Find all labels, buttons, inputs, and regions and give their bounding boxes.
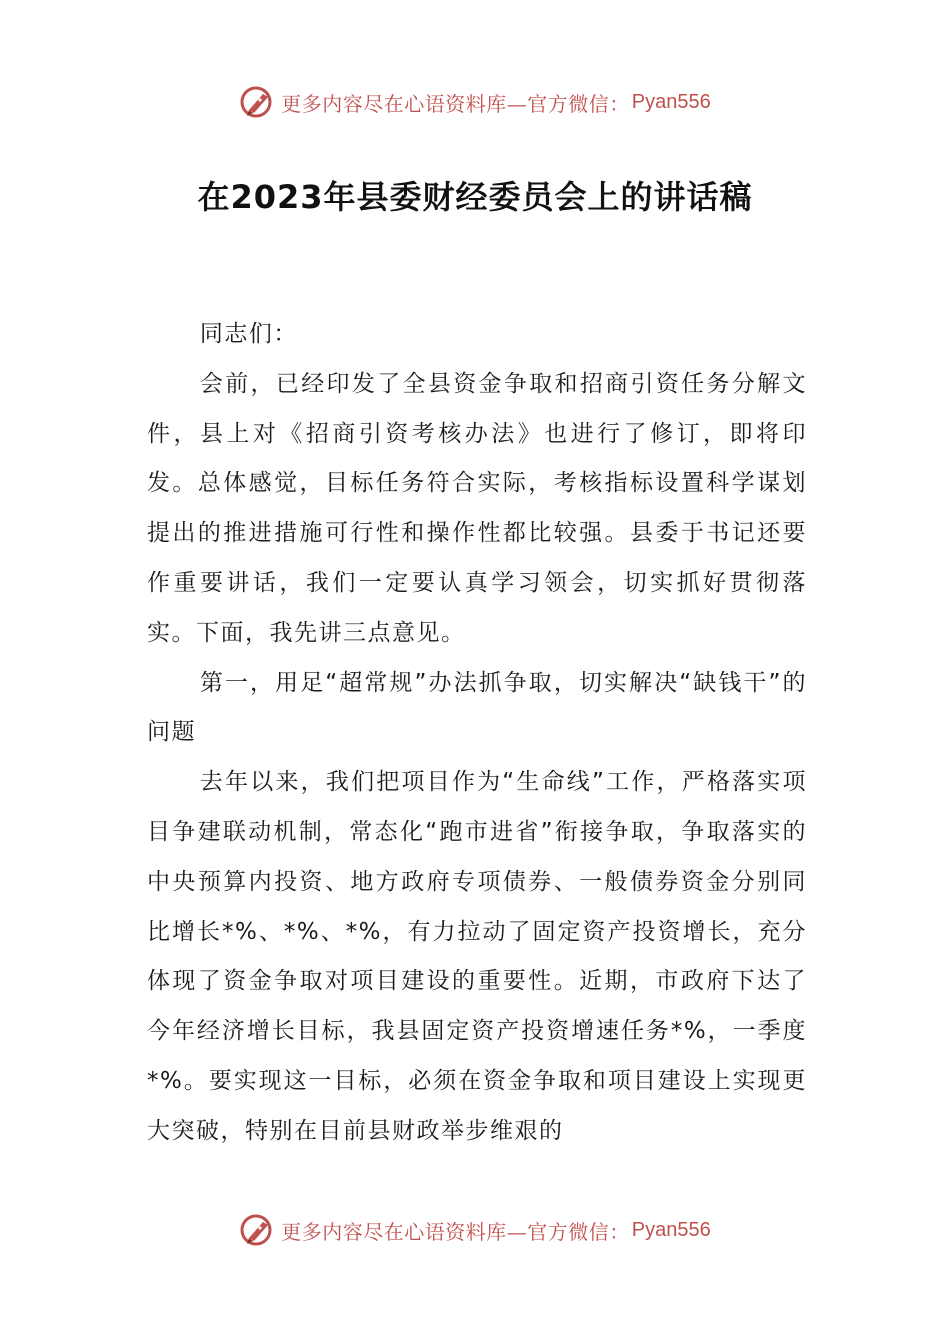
footer-banner-text: 更多内容尽在心语资料库—官方微信： [281,1219,630,1244]
document-title: 在2023年县委财经委员会上的讲话稿 [197,178,753,216]
header-banner [0,80,950,124]
body-paragraph: 会前，已经印发了全县资金争取和招商引资任务分解文件，县上对《招商引资考核办法》也进行了修订，即将印发。总体感觉，目标任务符合实际，考核指标设置科学谋划提出的推进措施可行性和操作性都比较强。县委于书记还要作重要讲话，我们一定要认真学习领会，切实抓好贯彻落实。下面，我先讲三点意见。 [147,370,807,646]
header-banner-handle: Pyan556 [631,90,711,113]
header-banner-text: 更多内容尽在心语资料库—官方微信： [281,91,630,116]
footer-banner-handle: Pyan556 [631,1218,711,1241]
body-paragraph: 去年以来，我们把项目作为“生命线”工作，严格落实项目争建联动机制，常态化“跑市进省”衔接争取，争取落实的中央预算内投资、地方政府专项债券、一般债券资金分别同比增长*%、*%、*%，有力拉动了固定资产投资增长，充分体现了资金争取对项目建设的重要性。近期，市政府下达了今年经济增长目标，我县固定资产投资增速任务*%，一季度*%。要实现这一目标，必须在资金争取和项目建设上实现更大突破，特别在目前县财政举步维艰的 [147,769,807,1144]
salutation: 同志们： [199,321,298,347]
pen-nib-logo-icon [239,1211,277,1249]
footer-banner [0,1208,950,1252]
section-heading: 第一，用足“超常规”办法抓争取，切实解决“缺钱干”的问题 [147,669,807,746]
document-body [147,310,807,1157]
pen-nib-logo-icon [239,83,277,121]
